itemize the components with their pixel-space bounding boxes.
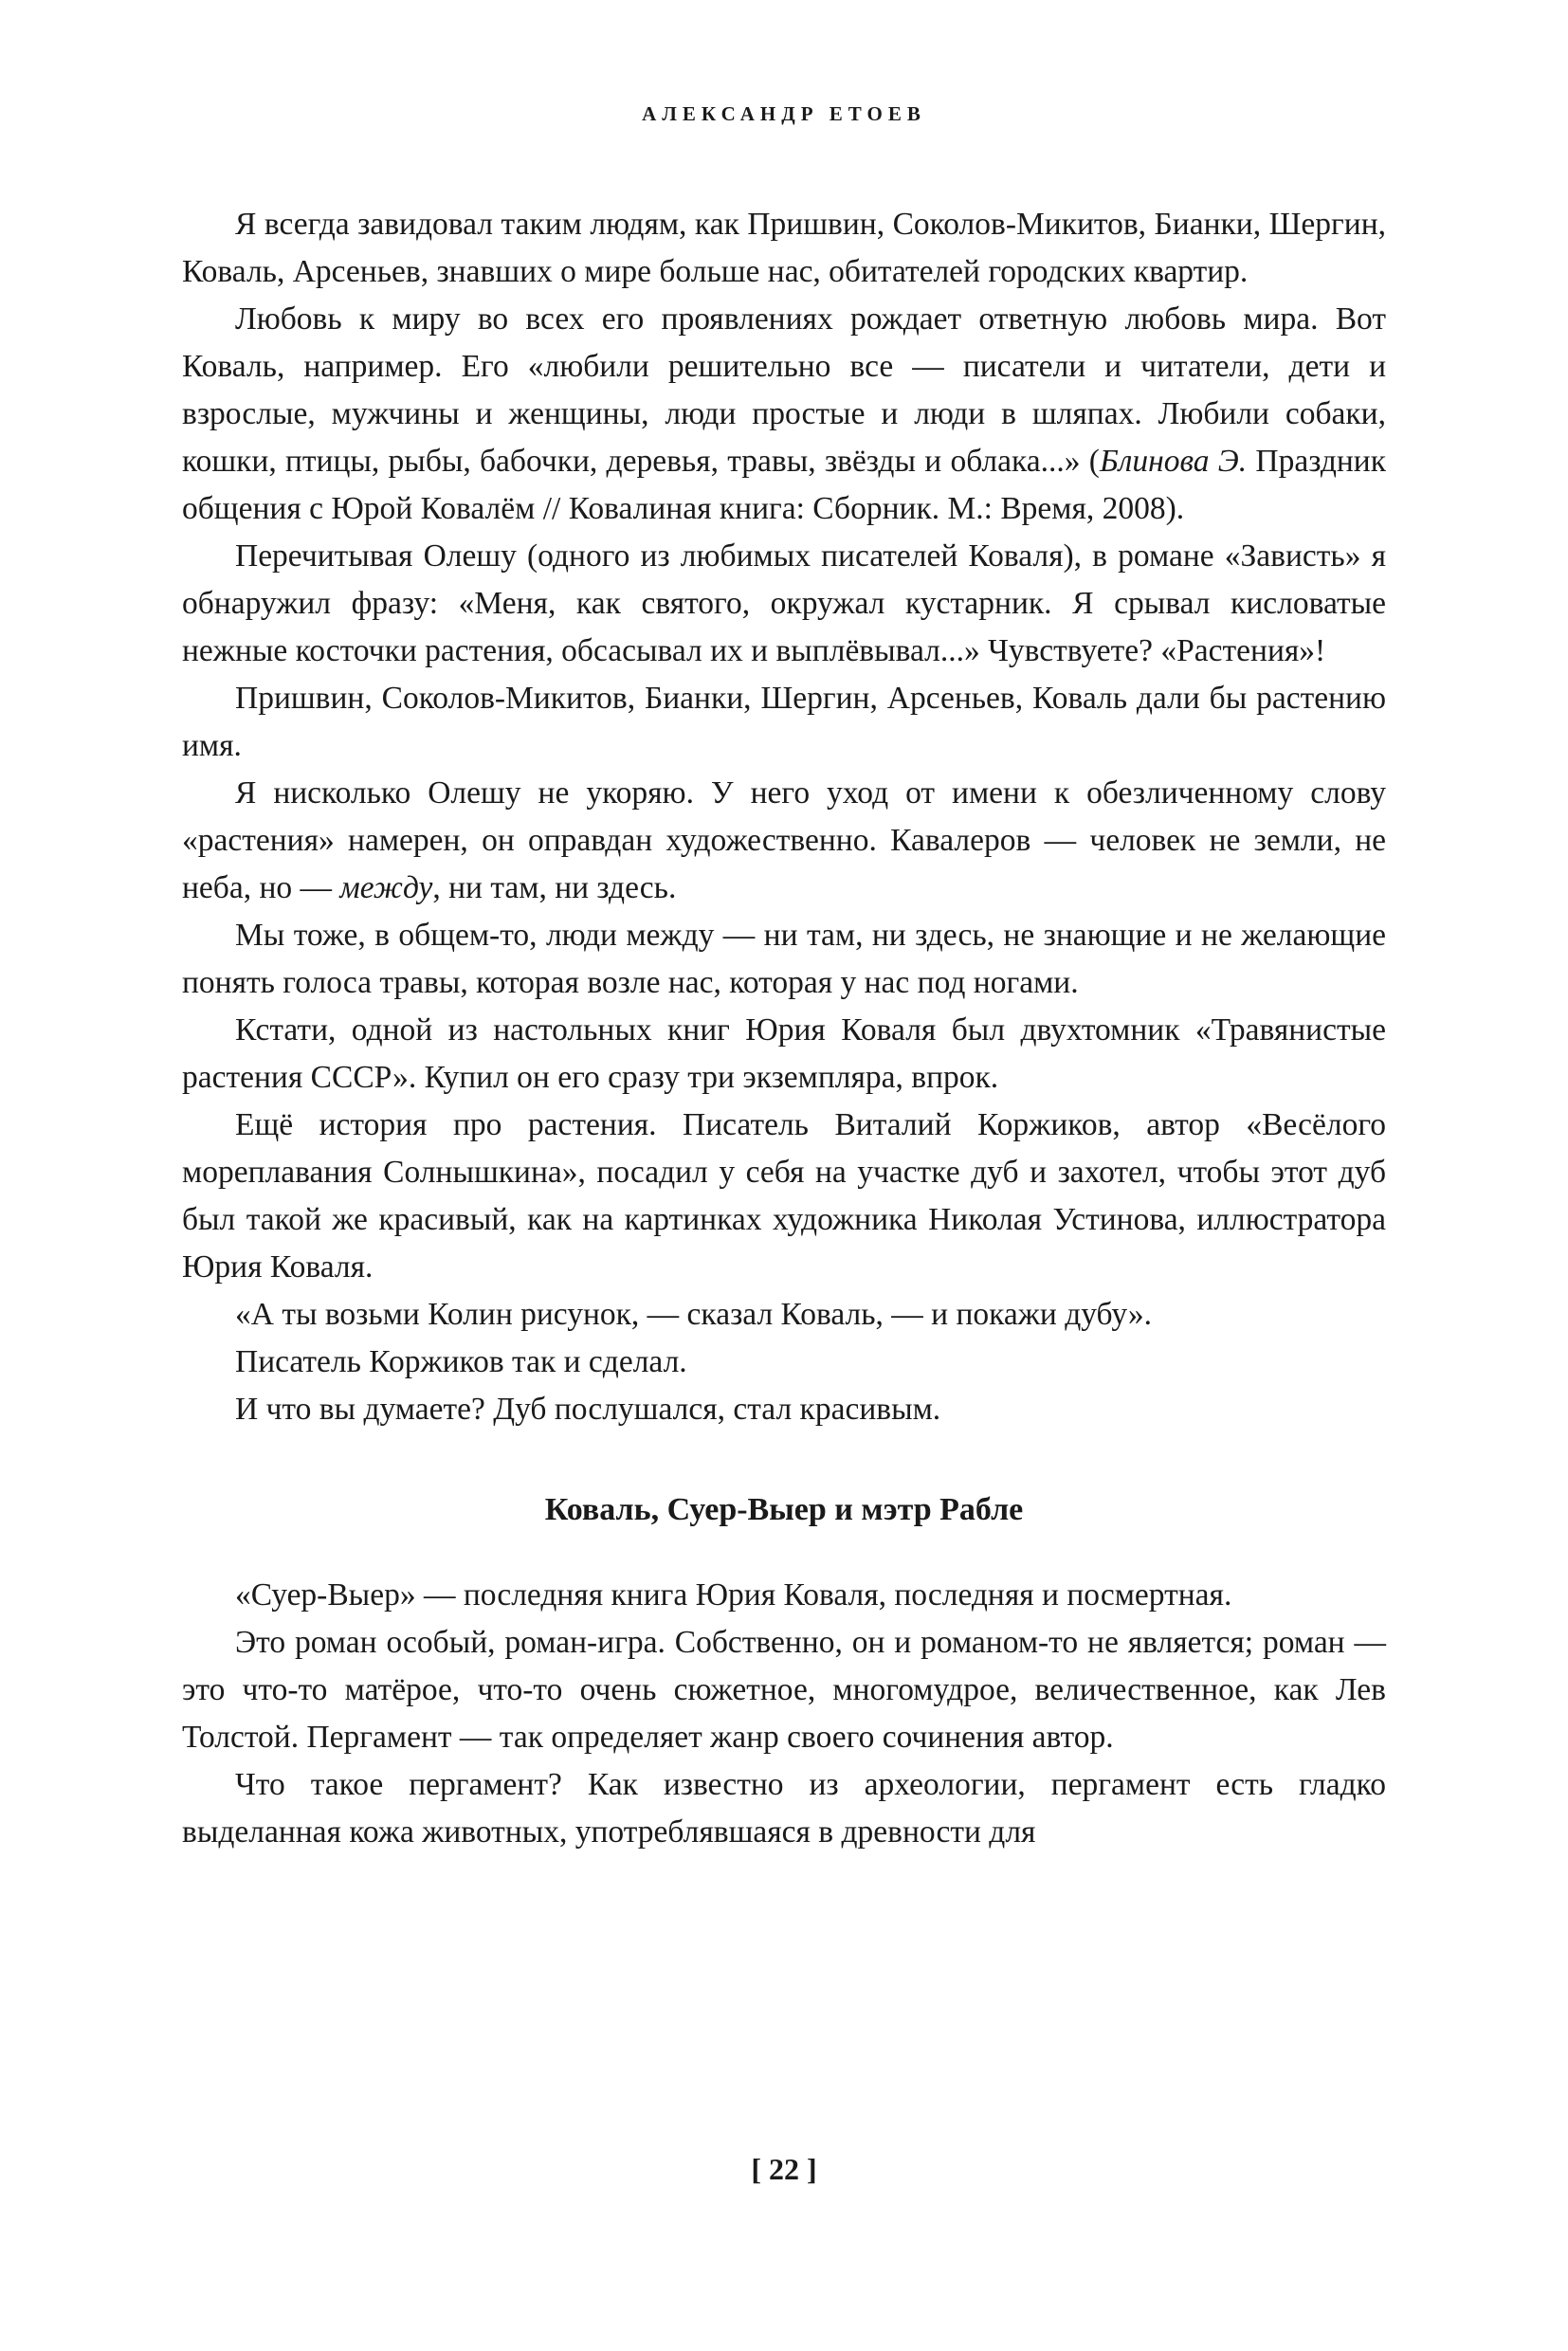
paragraph: Кстати, одной из настольных книг Юрия Коваля был двухтомник «Травянистые растения СССР». Купил он его сразу три экземпляра, впрок. [182,1012,1386,1095]
paragraph: Пришвин, Соколов-Микитов, Бианки, Шергин, Арсеньев, Коваль дали бы растению имя. [182,681,1386,763]
paragraph [182,770,1386,912]
body-text [182,201,1386,1856]
running-head: АЛЕКСАНДР ЕТОЕВ [642,102,926,125]
paragraph-text: Любовь к миру во всех его проявлениях рождает ответную любовь мира. Вот Коваль, например. Его «любили решительно все — писатели и читатели, дети и взрослые, мужчины и женщины, люди простые и люди в шляпах. Любили собаки, кошки, птицы, рыбы, бабочки, деревья, травы, звёзды и облака...» ( [182,301,1386,479]
paragraph: «А ты возьми Колин рисунок, — сказал Коваль, — и покажи дубу». [235,1297,1153,1332]
paragraph: Я всегда завидовал таким людям, как Пришвин, Соколов-Микитов, Бианки, Шергин, Коваль, Арсеньев, знавших о мире больше нас, обитателей городских квартир. [182,207,1386,289]
paragraph-text: Я нисколько Олешу не укоряю. У него уход от имени к обезличенному слову «растения» намерен, он оправдан художественно. Кавалеров — человек не земли, не неба, но — [182,775,1386,905]
paragraph: Перечитывая Олешу (одного из любимых писателей Коваля), в романе «Зависть» я обнаружил фразу: «Меня, как святого, окружал кустарник. Я срывал кисловатые нежные косточки растения, обсасывал их и выплёвывал...» Чувствуете? «Растения»! [182,538,1386,668]
paragraph [182,296,1386,533]
paragraph-tail: , ни там, ни здесь. [432,870,677,905]
section-title: Коваль, Суер-Выер и мэтр Рабле [544,1492,1024,1527]
paragraph: Ещё история про растения. Писатель Виталий Коржиков, автор «Весёлого мореплавания Солнышкина», посадил у себя на участке дуб и захотел, чтобы этот дуб был такой же красивый, как на картинках художника Николая Устинова, иллюстратора Юрия Коваля. [182,1107,1386,1285]
citation-source: Праздник общения с Юрой Ковалём // Ковалиная книга: Сборник. М.: Время, 2008). [182,444,1387,526]
page-number: [ 22 ] [751,2152,817,2186]
paragraph: И что вы думаете? Дуб послушался, стал красивым. [235,1392,941,1427]
paragraph: Это роман особый, роман-игра. Собственно, он и романом-то не является; роман — это что-то матёрое, что-то очень сюжетное, многомудрое, величественное, как Лев Толстой. Пергамент — так определяет жанр своего сочинения автор. [182,1625,1386,1755]
emphasis-word: между [339,870,433,905]
paragraph: Писатель Коржиков так и сделал. [235,1344,687,1379]
citation-author: Блинова Э. [1099,444,1248,479]
paragraph: «Суер-Выер» — последняя книга Юрия Коваля, последняя и посмертная. [235,1577,1232,1613]
paragraph: Что такое пергамент? Как известно из археологии, пергамент есть гладко выделанная кожа животных, употреблявшаяся в древности для [182,1767,1386,1850]
paragraph: Мы тоже, в общем-то, люди между — ни там, ни здесь, не знающие и не желающие понять голоса травы, которая возле нас, которая у нас под ногами. [182,918,1386,1000]
